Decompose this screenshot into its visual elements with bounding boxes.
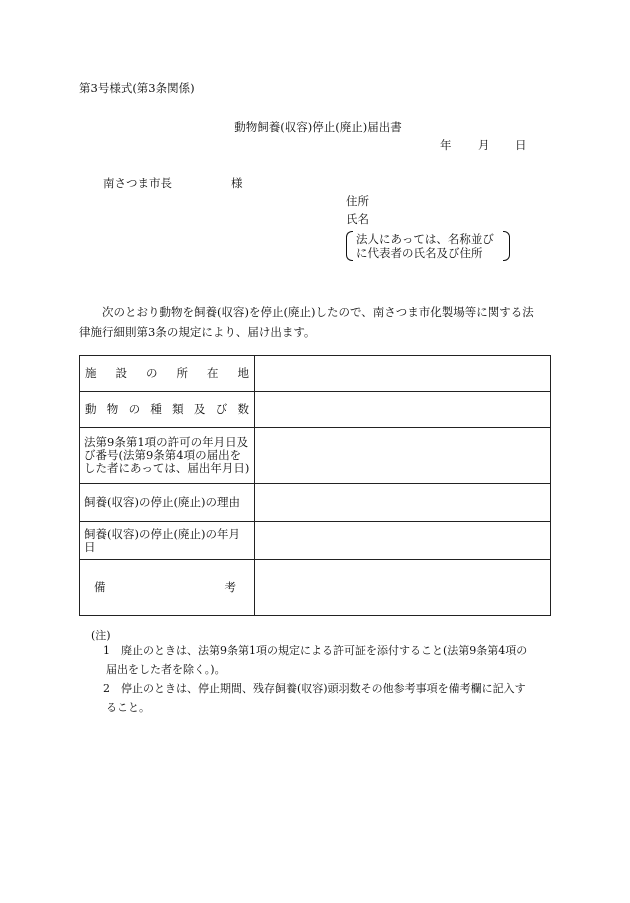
permit-date-number-label: 法第9条第1項の許可の年月日及び番号(法第9条第4項の届出をした者にあっては、届出年月日) — [80, 428, 255, 484]
left-bracket — [346, 231, 353, 261]
body-line-2: 律施行細則第3条の規定により、届け出ます。 — [79, 325, 316, 339]
date-day-label: 日 — [515, 138, 527, 152]
date-month-label: 月 — [478, 138, 490, 152]
facility-location-field[interactable] — [255, 356, 551, 392]
form-number: 第3号様式(第3条関係) — [79, 81, 195, 95]
facility-location-label: 施 設 の 所 在 地 — [80, 356, 255, 392]
remarks-label: 備 考 — [80, 560, 255, 616]
recipient-name: 南さつま市長 — [103, 176, 172, 190]
stop-date-field[interactable] — [255, 522, 551, 560]
body-paragraph — [79, 302, 551, 342]
table-row — [80, 484, 551, 522]
date-year-label: 年 — [440, 138, 452, 152]
form-table — [79, 355, 551, 616]
note-text-continued: 届出をした者を除く。)。 — [106, 663, 226, 676]
table-row — [80, 356, 551, 392]
table-row — [80, 560, 551, 616]
note-item — [103, 641, 553, 679]
remarks-field[interactable] — [255, 560, 551, 616]
recipient-honorific: 様 — [231, 176, 243, 190]
permit-date-number-field[interactable] — [255, 428, 551, 484]
name-label: 氏名 — [346, 212, 369, 226]
corporation-note-line1: 法人にあっては、名称並び — [356, 232, 494, 246]
corporation-note — [346, 231, 510, 261]
right-bracket — [503, 231, 510, 261]
table-row — [80, 428, 551, 484]
note-number: 1 — [103, 644, 110, 657]
note-number: 2 — [103, 682, 110, 695]
stop-reason-field[interactable] — [255, 484, 551, 522]
body-line-1: 次のとおり動物を飼養(収容)を停止(廃止)したので、南さつま市化製場等に関する法 — [102, 305, 534, 319]
animal-type-count-label: 動 物 の 種 類 及 び 数 — [80, 392, 255, 428]
animal-type-count-field[interactable] — [255, 392, 551, 428]
notes-heading: (注) — [91, 629, 111, 642]
note-text: 停止のときは、停止期間、残存飼養(収容)頭羽数その他参考事項を備考欄に記入す — [121, 682, 526, 695]
corporation-note-line2: に代表者の氏名及び住所 — [356, 246, 483, 260]
table-row — [80, 522, 551, 560]
table-row — [80, 392, 551, 428]
note-text: 廃止のときは、法第9条第1項の規定による許可証を添付すること(法第9条第4項の — [121, 644, 528, 657]
address-label: 住所 — [346, 194, 369, 208]
date-line — [440, 137, 527, 153]
note-item — [103, 679, 553, 717]
stop-date-label: 飼養(収容)の停止(廃止)の年月日 — [80, 522, 255, 560]
stop-reason-label: 飼養(収容)の停止(廃止)の理由 — [80, 484, 255, 522]
document-title: 動物飼養(収容)停止(廃止)届出書 — [234, 120, 402, 134]
note-text-continued: ること。 — [106, 701, 150, 714]
